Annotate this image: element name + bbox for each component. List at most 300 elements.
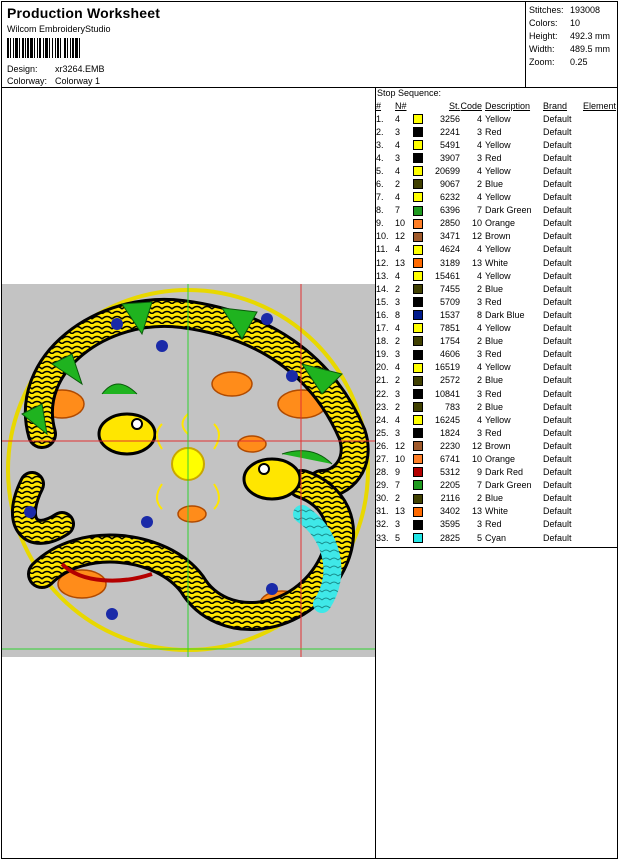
- row-code: 3: [476, 388, 482, 399]
- color-swatch-icon: [413, 323, 423, 333]
- row-needle: 3: [395, 296, 401, 307]
- row-brand: Default: [543, 375, 572, 386]
- row-stitches: 15461: [434, 270, 460, 281]
- row-index: 6.: [376, 179, 384, 190]
- row-description: Yellow: [485, 323, 511, 334]
- table-row: [376, 177, 616, 190]
- color-swatch-icon: [413, 507, 423, 517]
- row-index: 19.: [376, 349, 389, 360]
- row-swatch: [413, 531, 427, 544]
- row-element: [583, 466, 616, 479]
- row-brand: Default: [543, 126, 572, 137]
- table-row: [376, 164, 616, 177]
- row-brand: Default: [543, 493, 572, 504]
- color-swatch-icon: [413, 415, 423, 425]
- color-swatch-icon: [413, 336, 423, 346]
- design-value: xr3264.EMB: [55, 64, 105, 74]
- row-index: 27.: [376, 453, 389, 464]
- row-needle: 9: [395, 467, 401, 478]
- col-header-stitches: St.: [448, 101, 460, 111]
- row-brand: Default: [543, 152, 572, 163]
- col-header-element: Element: [583, 101, 617, 111]
- row-index: 26.: [376, 440, 389, 451]
- table-row: [376, 361, 616, 374]
- row-description: Blue: [485, 493, 504, 504]
- stat-width: [529, 44, 610, 54]
- row-index: 22.: [376, 388, 389, 399]
- row-needle: 4: [395, 165, 401, 176]
- row-element: [583, 400, 616, 413]
- row-stitches: 5312: [439, 467, 460, 478]
- row-code: 3: [476, 349, 482, 360]
- color-swatch-icon: [413, 284, 423, 294]
- row-description: Red: [485, 126, 502, 137]
- row-stitches: 7851: [439, 323, 460, 334]
- row-description: Yellow: [485, 414, 511, 425]
- stat-label: Width:: [529, 44, 555, 54]
- row-needle: 4: [395, 244, 401, 255]
- row-brand: Default: [543, 427, 572, 438]
- row-element: [583, 217, 616, 230]
- row-description: Red: [485, 519, 502, 530]
- row-swatch: [413, 138, 427, 151]
- row-brand: Default: [543, 414, 572, 425]
- row-code: 2: [476, 401, 482, 412]
- color-swatch-icon: [413, 219, 423, 229]
- dragon-embroidery-image: [2, 284, 375, 657]
- page-title: Production Worksheet: [7, 5, 161, 21]
- row-stitches: 2825: [439, 532, 460, 543]
- row-code: 3: [476, 296, 482, 307]
- row-swatch: [413, 426, 427, 439]
- row-needle: 5: [395, 532, 401, 543]
- row-element: [583, 452, 616, 465]
- row-brand: Default: [543, 362, 572, 373]
- row-brand: Default: [543, 179, 572, 190]
- row-stitches: 3256: [439, 113, 460, 124]
- row-element: [583, 348, 616, 361]
- row-brand: Default: [543, 480, 572, 491]
- row-description: Dark Blue: [485, 309, 525, 320]
- table-row: [376, 505, 616, 518]
- row-stitches: 3402: [439, 506, 460, 517]
- row-element: [583, 439, 616, 452]
- row-index: 31.: [376, 506, 389, 517]
- row-stitches: 7455: [439, 283, 460, 294]
- table-row: [376, 322, 616, 335]
- row-description: Blue: [485, 401, 504, 412]
- row-brand: Default: [543, 257, 572, 268]
- row-stitches: 2572: [439, 375, 460, 386]
- row-element: [583, 177, 616, 190]
- row-brand: Default: [543, 519, 572, 530]
- row-stitches: 3189: [439, 257, 460, 268]
- table-row: [376, 413, 616, 426]
- row-needle: 2: [395, 179, 401, 190]
- row-stitches: 1824: [439, 427, 460, 438]
- software-name: Wilcom EmbroideryStudio: [7, 24, 111, 34]
- row-code: 12: [471, 231, 482, 242]
- stat-value: 492.3 mm: [570, 31, 611, 41]
- row-stitches: 3595: [439, 519, 460, 530]
- color-swatch-icon: [413, 166, 423, 176]
- barcode: [7, 38, 132, 58]
- row-code: 4: [476, 113, 482, 124]
- table-row: [376, 439, 616, 452]
- stat-label: Height:: [529, 31, 558, 41]
- row-index: 5.: [376, 165, 384, 176]
- row-brand: Default: [543, 440, 572, 451]
- row-swatch: [413, 374, 427, 387]
- row-element: [583, 138, 616, 151]
- row-brand: Default: [543, 336, 572, 347]
- row-code: 2: [476, 336, 482, 347]
- row-code: 12: [471, 440, 482, 451]
- color-swatch-icon: [413, 454, 423, 464]
- color-swatch-icon: [413, 179, 423, 189]
- row-stitches: 4624: [439, 244, 460, 255]
- row-needle: 2: [395, 493, 401, 504]
- row-stitches: 1754: [439, 336, 460, 347]
- color-swatch-icon: [413, 533, 423, 543]
- row-index: 30.: [376, 493, 389, 504]
- row-code: 5: [476, 532, 482, 543]
- design-row: [7, 64, 105, 74]
- row-swatch: [413, 256, 427, 269]
- stats-panel: [526, 2, 618, 88]
- row-needle: 10: [395, 218, 406, 229]
- col-header-index: #: [376, 101, 382, 111]
- row-index: 8.: [376, 205, 384, 216]
- row-swatch: [413, 125, 427, 138]
- row-needle: 2: [395, 283, 401, 294]
- row-index: 11.: [376, 244, 388, 255]
- row-swatch: [413, 505, 427, 518]
- row-stitches: 2205: [439, 480, 460, 491]
- row-brand: Default: [543, 532, 572, 543]
- row-description: Brown: [485, 231, 511, 242]
- row-index: 9.: [376, 218, 384, 229]
- col-header-needle: N#: [395, 101, 407, 111]
- row-stitches: 3471: [439, 231, 460, 242]
- row-needle: 12: [395, 231, 406, 242]
- row-description: Orange: [485, 453, 516, 464]
- table-row: [376, 217, 616, 230]
- header-info: [2, 2, 526, 88]
- row-stitches: 20699: [434, 165, 460, 176]
- row-index: 18.: [376, 336, 389, 347]
- row-needle: 4: [395, 192, 401, 203]
- row-element: [583, 256, 616, 269]
- color-swatch-icon: [413, 192, 423, 202]
- table-row: [376, 452, 616, 465]
- row-brand: Default: [543, 506, 572, 517]
- table-row: [376, 479, 616, 492]
- design-label: Design:: [7, 64, 38, 74]
- row-stitches: 6396: [439, 205, 460, 216]
- stat-height: [529, 31, 610, 41]
- stat-colors: [529, 18, 580, 28]
- row-description: Yellow: [485, 362, 511, 373]
- row-description: Yellow: [485, 244, 511, 255]
- row-swatch: [413, 400, 427, 413]
- row-index: 21.: [376, 375, 389, 386]
- row-element: [583, 243, 616, 256]
- stat-value: 193008: [570, 5, 601, 15]
- row-swatch: [413, 479, 427, 492]
- row-code: 4: [476, 192, 482, 203]
- row-swatch: [413, 230, 427, 243]
- row-swatch: [413, 295, 427, 308]
- row-element: [583, 322, 616, 335]
- row-needle: 3: [395, 349, 401, 360]
- colorway-label: Colorway:: [7, 76, 48, 86]
- row-swatch: [413, 335, 427, 348]
- row-element: [583, 531, 616, 544]
- row-description: Blue: [485, 283, 504, 294]
- row-description: Dark Green: [485, 480, 532, 491]
- row-index: 3.: [376, 139, 384, 150]
- row-index: 20.: [376, 362, 389, 373]
- row-code: 13: [471, 506, 482, 517]
- color-swatch-icon: [413, 153, 423, 163]
- row-needle: 2: [395, 375, 401, 386]
- row-swatch: [413, 217, 427, 230]
- row-stitches: 5491: [439, 139, 460, 150]
- color-swatch-icon: [413, 363, 423, 373]
- stat-value: 10: [570, 18, 581, 28]
- color-swatch-icon: [413, 494, 423, 504]
- table-row: [376, 335, 616, 348]
- row-description: Blue: [485, 375, 504, 386]
- row-swatch: [413, 282, 427, 295]
- row-element: [583, 335, 616, 348]
- row-index: 28.: [376, 467, 389, 478]
- row-code: 8: [476, 309, 482, 320]
- row-element: [583, 282, 616, 295]
- row-stitches: 3907: [439, 152, 460, 163]
- col-header-description: Description: [485, 101, 531, 111]
- col-header-code: Code: [460, 101, 482, 111]
- row-description: White: [485, 506, 509, 517]
- row-brand: Default: [543, 388, 572, 399]
- row-description: Red: [485, 388, 502, 399]
- row-code: 3: [476, 427, 482, 438]
- row-needle: 10: [395, 453, 406, 464]
- row-brand: Default: [543, 192, 572, 203]
- row-description: Yellow: [485, 165, 511, 176]
- row-brand: Default: [543, 349, 572, 360]
- row-element: [583, 479, 616, 492]
- row-brand: Default: [543, 401, 572, 412]
- color-swatch-icon: [413, 467, 423, 477]
- row-brand: Default: [543, 218, 572, 229]
- color-swatch-icon: [413, 271, 423, 281]
- table-row: [376, 282, 616, 295]
- row-stitches: 2241: [439, 126, 460, 137]
- row-element: [583, 426, 616, 439]
- row-element: [583, 505, 616, 518]
- color-swatch-icon: [413, 245, 423, 255]
- row-needle: 13: [395, 257, 406, 268]
- table-row: [376, 230, 616, 243]
- row-needle: 2: [395, 401, 401, 412]
- row-element: [583, 387, 616, 400]
- row-stitches: 5709: [439, 296, 460, 307]
- row-needle: 12: [395, 440, 406, 451]
- table-row: [376, 151, 616, 164]
- row-swatch: [413, 151, 427, 164]
- color-swatch-icon: [413, 127, 423, 137]
- row-stitches: 16245: [434, 414, 460, 425]
- color-swatch-icon: [413, 140, 423, 150]
- row-element: [583, 164, 616, 177]
- row-description: Yellow: [485, 270, 511, 281]
- table-row: [376, 374, 616, 387]
- row-code: 4: [476, 270, 482, 281]
- row-needle: 7: [395, 205, 401, 216]
- color-swatch-icon: [413, 520, 423, 530]
- row-needle: 3: [395, 519, 401, 530]
- row-description: Orange: [485, 218, 516, 229]
- row-swatch: [413, 269, 427, 282]
- row-index: 4.: [376, 152, 384, 163]
- row-element: [583, 191, 616, 204]
- table-header-row: [376, 100, 616, 112]
- row-index: 12.: [376, 257, 389, 268]
- row-brand: Default: [543, 453, 572, 464]
- row-needle: 3: [395, 388, 401, 399]
- color-swatch-icon: [413, 480, 423, 490]
- stat-value: 489.5 mm: [570, 44, 611, 54]
- stat-value: 0.25: [570, 57, 588, 67]
- row-element: [583, 361, 616, 374]
- row-needle: 4: [395, 113, 401, 124]
- row-code: 2: [476, 375, 482, 386]
- row-swatch: [413, 177, 427, 190]
- row-description: Yellow: [485, 139, 511, 150]
- row-brand: Default: [543, 165, 572, 176]
- row-code: 3: [476, 152, 482, 163]
- row-brand: Default: [543, 467, 572, 478]
- row-swatch: [413, 348, 427, 361]
- row-needle: 3: [395, 126, 401, 137]
- row-element: [583, 204, 616, 217]
- row-swatch: [413, 387, 427, 400]
- row-element: [583, 230, 616, 243]
- row-swatch: [413, 191, 427, 204]
- row-needle: 13: [395, 506, 406, 517]
- row-brand: Default: [543, 244, 572, 255]
- row-swatch: [413, 322, 427, 335]
- table-row: [376, 426, 616, 439]
- stat-zoom: [529, 57, 588, 67]
- table-row: [376, 466, 616, 479]
- row-element: [583, 295, 616, 308]
- row-needle: 3: [395, 427, 401, 438]
- row-stitches: 1537: [439, 309, 460, 320]
- row-description: White: [485, 257, 509, 268]
- row-code: 4: [476, 165, 482, 176]
- row-code: 3: [476, 519, 482, 530]
- row-needle: 4: [395, 270, 401, 281]
- design-preview: [2, 284, 375, 657]
- color-swatch-icon: [413, 114, 423, 124]
- row-code: 4: [476, 139, 482, 150]
- row-code: 2: [476, 493, 482, 504]
- row-stitches: 2850: [439, 218, 460, 229]
- color-swatch-icon: [413, 232, 423, 242]
- row-needle: 7: [395, 480, 401, 491]
- table-row: [376, 112, 616, 125]
- row-code: 7: [476, 205, 482, 216]
- row-brand: Default: [543, 323, 572, 334]
- row-description: Yellow: [485, 192, 511, 203]
- row-code: 3: [476, 126, 482, 137]
- row-index: 13.: [376, 270, 389, 281]
- row-index: 7.: [376, 192, 384, 203]
- stat-label: Zoom:: [529, 57, 555, 67]
- table-row: [376, 256, 616, 269]
- stat-label: Stitches:: [529, 5, 564, 15]
- color-swatch-icon: [413, 297, 423, 307]
- row-swatch: [413, 164, 427, 177]
- row-brand: Default: [543, 113, 572, 124]
- row-element: [583, 308, 616, 321]
- row-swatch: [413, 361, 427, 374]
- row-code: 10: [471, 218, 482, 229]
- row-stitches: 10841: [434, 388, 460, 399]
- row-swatch: [413, 452, 427, 465]
- row-stitches: 6741: [439, 453, 460, 464]
- row-swatch: [413, 518, 427, 531]
- row-description: Brown: [485, 440, 511, 451]
- row-description: Dark Red: [485, 467, 524, 478]
- row-brand: Default: [543, 139, 572, 150]
- row-index: 25.: [376, 427, 389, 438]
- row-index: 1.: [376, 113, 384, 124]
- row-element: [583, 112, 616, 125]
- row-index: 16.: [376, 309, 389, 320]
- row-stitches: 6232: [439, 192, 460, 203]
- row-index: 33.: [376, 532, 389, 543]
- table-row: [376, 531, 616, 544]
- row-needle: 4: [395, 414, 401, 425]
- row-description: Red: [485, 152, 502, 163]
- row-needle: 4: [395, 139, 401, 150]
- row-swatch: [413, 439, 427, 452]
- row-brand: Default: [543, 309, 572, 320]
- row-code: 4: [476, 414, 482, 425]
- stop-sequence-title: Stop Sequence:: [377, 88, 442, 98]
- row-code: 4: [476, 244, 482, 255]
- row-brand: Default: [543, 205, 572, 216]
- row-needle: 4: [395, 362, 401, 373]
- row-swatch: [413, 243, 427, 256]
- row-index: 24.: [376, 414, 389, 425]
- row-stitches: 2230: [439, 440, 460, 451]
- row-element: [583, 151, 616, 164]
- row-element: [583, 518, 616, 531]
- row-description: Yellow: [485, 113, 511, 124]
- row-element: [583, 269, 616, 282]
- row-code: 9: [476, 467, 482, 478]
- row-brand: Default: [543, 283, 572, 294]
- color-swatch-icon: [413, 350, 423, 360]
- row-code: 2: [476, 179, 482, 190]
- row-index: 32.: [376, 519, 389, 530]
- table-row: [376, 191, 616, 204]
